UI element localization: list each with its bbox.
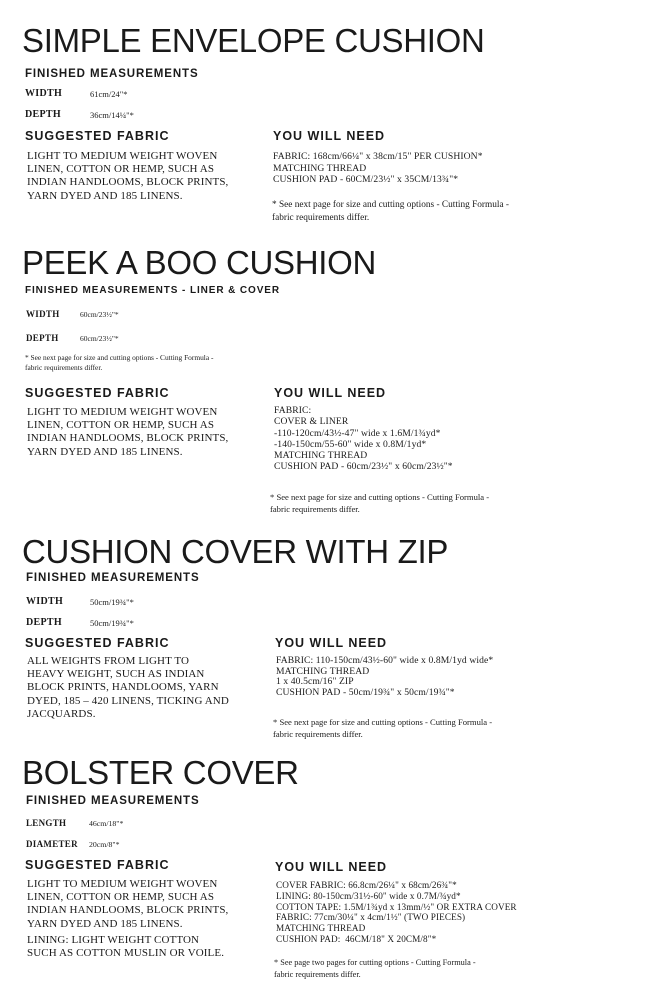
depth-value: 60cm/23½"* — [80, 334, 119, 343]
depth-label: DEPTH — [26, 617, 62, 628]
width-value: 50cm/19¾"* — [90, 597, 134, 607]
measurements-heading: FINISHED MEASUREMENTS - LINER & COVER — [25, 285, 280, 296]
length-value: 46cm/18"* — [89, 819, 124, 828]
diameter-value: 20cm/8"* — [89, 840, 120, 849]
suggested-fabric-text: LIGHT TO MEDIUM WEIGHT WOVEN LINEN, COTTON OR HEMP, SUCH AS INDIAN HANDLOOMS, BLOCK PRINTS, YARN DYED AND 185 LINENS. — [27, 878, 229, 930]
length-label: LENGTH — [26, 818, 67, 828]
you-will-need-heading: YOU WILL NEED — [273, 129, 386, 143]
width-value: 60cm/23½"* — [80, 310, 119, 319]
depth-value: 50cm/19¾"* — [90, 618, 134, 628]
you-will-need-text: COVER FABRIC: 66.8cm/26¼" x 68cm/26¾"* LINING: 80-150cm/31½-60" wide x 0.7M/¾yd* COTTON TAPE: 1.5M/1¾yd x 13mm/½" OR EXTRA COVER FABRIC: 77cm/30¼" x 4cm/1½" (TWO PIECES) MATCHING THREAD CUSHION PAD: 46CM/18" X 20CM/8"* — [276, 880, 517, 944]
section-title-bolster: BOLSTER COVER — [22, 754, 299, 791]
suggested-fabric-text: LIGHT TO MEDIUM WEIGHT WOVEN LINEN, COTTON OR HEMP, SUCH AS INDIAN HANDLOOMS, BLOCK PRINTS, YARN DYED AND 185 LINENS. — [27, 150, 229, 202]
suggested-fabric-heading: SUGGESTED FABRIC — [25, 386, 170, 400]
depth-label: DEPTH — [26, 333, 59, 343]
width-label: WIDTH — [25, 88, 63, 99]
you-will-need-heading: YOU WILL NEED — [275, 860, 388, 874]
suggested-fabric-heading: SUGGESTED FABRIC — [25, 636, 170, 650]
diameter-label: DIAMETER — [26, 839, 78, 849]
section-title-envelope: SIMPLE ENVELOPE CUSHION — [22, 22, 485, 59]
footnote: * See next page for size and cutting options - Cutting Formula - fabric requirements differ. — [272, 200, 510, 223]
footnote: * See page two pages for cutting options - Cutting Formula - fabric requirements differ. — [274, 958, 476, 979]
width-value: 61cm/24"* — [90, 89, 128, 99]
depth-value: 36cm/14¼"* — [90, 110, 134, 120]
you-will-need-heading: YOU WILL NEED — [274, 386, 387, 400]
you-will-need-text: FABRIC: 110-150cm/43½-60" wide x 0.8M/1yd wide* MATCHING THREAD 1 x 40.5cm/16" ZIP CUSHION PAD - 50cm/19¾" x 50cm/19¾"* — [276, 655, 494, 698]
you-will-need-heading: YOU WILL NEED — [275, 636, 388, 650]
suggested-fabric-text: LIGHT TO MEDIUM WEIGHT WOVEN LINEN, COTTON OR HEMP, SUCH AS INDIAN HANDLOOMS, BLOCK PRINTS, YARN DYED AND 185 LINENS. — [27, 406, 229, 458]
footnote: * See next page for size and cutting options - Cutting Formula - fabric requirements differ. — [270, 492, 490, 514]
suggested-fabric-heading: SUGGESTED FABRIC — [25, 858, 170, 872]
suggested-fabric-text: ALL WEIGHTS FROM LIGHT TO HEAVY WEIGHT, SUCH AS INDIAN BLOCK PRINTS, HANDLOOMS, YARN DYED, 185 – 420 LINENS, TICKING AND JACQUARDS. — [27, 655, 229, 720]
lining-text: LINING: LIGHT WEIGHT COTTON SUCH AS COTTON MUSLIN OR VOILE. — [27, 934, 225, 960]
width-label: WIDTH — [26, 309, 60, 319]
you-will-need-text: FABRIC: COVER & LINER -110-120cm/43½-47" wide x 1.6M/1¾yd* -140-150cm/55-60" wide x 0.8M/1yd* MATCHING THREAD CUSHION PAD - 60cm/23½" x 60cm/23½"* — [274, 405, 453, 473]
footnote: * See next page for size and cutting options - Cutting Formula - fabric requirements differ. — [273, 717, 493, 739]
measurements-footnote: * See next page for size and cutting options - Cutting Formula - fabric requirements differ. — [25, 353, 214, 372]
measurements-heading: FINISHED MEASUREMENTS — [25, 68, 199, 80]
section-title-peek-a-boo: PEEK A BOO CUSHION — [22, 244, 377, 281]
width-label: WIDTH — [26, 596, 64, 607]
you-will-need-text: FABRIC: 168cm/66¼" x 38cm/15" PER CUSHION* MATCHING THREAD CUSHION PAD - 60CM/23½" x 35CM/13¾"* — [273, 151, 483, 186]
measurements-heading: FINISHED MEASUREMENTS — [26, 795, 200, 807]
depth-label: DEPTH — [25, 109, 61, 120]
section-title-zip: CUSHION COVER WITH ZIP — [22, 533, 449, 570]
suggested-fabric-heading: SUGGESTED FABRIC — [25, 129, 170, 143]
measurements-heading: FINISHED MEASUREMENTS — [26, 572, 200, 584]
